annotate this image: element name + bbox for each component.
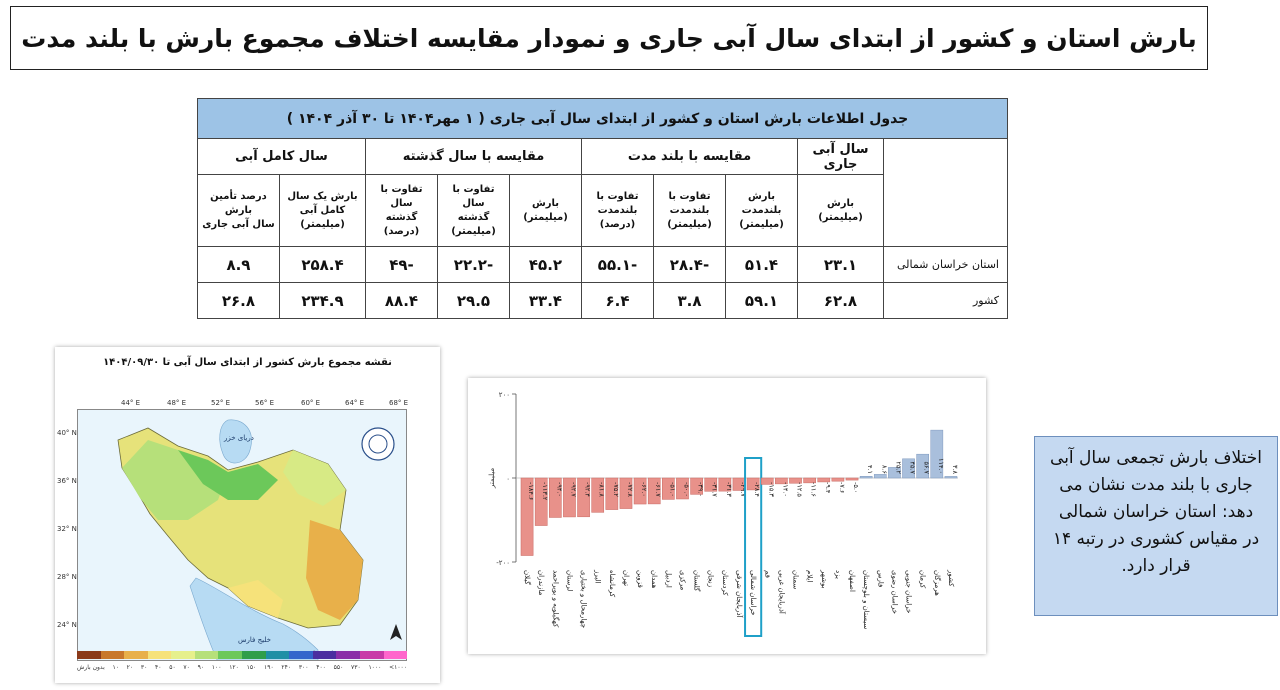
group-last-year: مقایسه با سال گذشته <box>366 139 582 175</box>
precipitation-map-panel <box>55 347 440 683</box>
legend-swatch <box>77 651 101 659</box>
bar-value-label: -۱۵.۳ <box>767 482 776 497</box>
bar-value-label: -۱۸۴.۶ <box>527 482 536 501</box>
bar-value-label: -۳۹.۰ <box>696 482 705 497</box>
legend-tick-label: ۳۰ <box>140 664 148 671</box>
lon-label: 44° E <box>121 399 141 407</box>
legend-swatch <box>242 651 266 659</box>
iran-map <box>78 410 407 661</box>
y-tick-label: ۰ <box>506 475 510 483</box>
x-category-label: فارس <box>876 570 885 588</box>
x-category-label: کرمانشاه <box>607 570 616 598</box>
x-category-label: کشور <box>946 570 955 587</box>
x-category-label: اصفهان <box>848 570 857 592</box>
cell-lt-diff-pct: ۶.۴ <box>582 283 654 319</box>
cell-fy-rain: ۲۳۴.۹ <box>280 283 366 319</box>
map-color-legend <box>77 651 407 659</box>
x-category-label: لرستان <box>565 570 574 592</box>
legend-tick-label: ۱۰۰۰ <box>368 664 382 671</box>
legend-tick-label: ۲۰ <box>126 664 134 671</box>
bar-value-label: ۵۶.۷ <box>922 461 931 474</box>
bar-value-label: -۲۹.۷ <box>739 482 747 497</box>
chart-bar <box>846 478 858 480</box>
chart-bar <box>945 476 957 478</box>
header-ly-diff-mm: تفاوت با سال گذشته (میلیمتر) <box>438 175 510 247</box>
bar-value-label: -۵.۰ <box>852 482 861 494</box>
cell-lt-diff-pct: -۵۵.۱ <box>582 247 654 283</box>
legend-tick-label: ۵۰ <box>169 664 176 671</box>
bar-value-label: -۷۵.۲ <box>611 482 620 497</box>
legend-swatch <box>360 651 384 659</box>
header-current-rain: بارش (میلیمتر) <box>798 175 884 247</box>
lon-label: 68° E <box>389 399 409 407</box>
legend-swatch <box>336 651 360 659</box>
legend-tick-label: ۵۵۰ <box>333 664 344 671</box>
lon-label: 48° E <box>167 399 187 407</box>
header-ly-rain: بارش (میلیمتر) <box>510 175 582 247</box>
x-category-label: همدان <box>650 570 659 589</box>
row-label: کشور <box>884 283 1008 319</box>
legend-tick-label: <۱۰۰۰ <box>389 664 407 671</box>
cell-current-rain: ۶۲.۸ <box>798 283 884 319</box>
caspian-label: دریای خزر <box>224 434 254 442</box>
lat-label: 36° N <box>57 477 77 485</box>
table-row <box>197 247 1007 283</box>
page-title: بارش استان و کشور از ابتدای سال آبی جاری و نمودار مقایسه اختلاف مجموع بارش با بلند مدت <box>21 23 1197 53</box>
legend-tick-label: ۱۲۰ <box>229 664 239 671</box>
cell-ly-diff-mm: ۲۹.۵ <box>438 283 510 319</box>
summary-text: اختلاف بارش تجمعی سال آبی جاری با بلند مدت نشان می دهد: استان خراسان شمالی در مقیاس کشوری در رتبه ۱۴ قرار دارد. <box>1050 448 1262 576</box>
x-category-label: آذربایجان شرقی <box>735 570 743 618</box>
bar-value-label: ۸.۶ <box>880 464 889 474</box>
cell-ly-diff-pct: ۸۸.۴ <box>366 283 438 319</box>
x-category-label: سمنان <box>791 570 800 590</box>
legend-swatch <box>266 651 290 659</box>
bar-value-label: -۲۸.۴ <box>753 482 762 497</box>
y-tick-label: ۲۰۰ <box>498 391 510 399</box>
y-axis-label: میلیمتر <box>488 467 496 489</box>
cell-lt-diff-mm: ۳.۸ <box>654 283 726 319</box>
legend-tick-label: بدون بارش <box>77 664 105 671</box>
x-category-label: خراسان رضوی <box>890 570 899 614</box>
x-category-label: بوشهر <box>819 570 828 589</box>
page-title-box <box>10 6 1208 70</box>
cell-lt-diff-mm: -۲۸.۴ <box>654 247 726 283</box>
header-fy-rain: بارش یک سال کامل آبی (میلیمتر) <box>280 175 366 247</box>
legend-swatch <box>148 651 172 659</box>
legend-swatch <box>218 651 242 659</box>
bar-value-label: -۳۱.۷ <box>710 482 719 497</box>
difference-bar-chart <box>468 378 986 654</box>
bar-value-label: -۱۴.۰ <box>781 482 790 497</box>
legend-swatch <box>313 651 337 659</box>
cell-ly-diff-mm: -۲۲.۲ <box>438 247 510 283</box>
gulf-label: خلیج فارس <box>238 636 271 644</box>
lon-label: 56° E <box>255 399 275 407</box>
bar-value-label: -۶۱.۷ <box>654 482 663 497</box>
x-category-label: اردبیل <box>664 570 673 588</box>
bar-value-label: -۳۱.۳ <box>724 482 733 497</box>
x-category-label: مرکزی <box>678 570 687 591</box>
bar-value-label: -۱۱.۶ <box>809 482 818 497</box>
cell-fy-pct: ۲۶.۸ <box>197 283 279 319</box>
header-lt-diff-mm: تفاوت با بلندمدت (میلیمتر) <box>654 175 726 247</box>
header-ly-diff-pct: تفاوت با سال گذشته (درصد) <box>366 175 438 247</box>
legend-swatch <box>384 651 408 659</box>
x-category-label: قم <box>763 570 772 579</box>
cell-fy-rain: ۲۵۸.۴ <box>280 247 366 283</box>
cell-fy-pct: ۸.۹ <box>197 247 279 283</box>
legend-tick-label: ۷۳۰ <box>351 664 361 671</box>
table-row <box>197 283 1007 319</box>
x-category-label: آذربایجان غربی <box>777 570 786 614</box>
cell-ly-rain: ۴۵.۲ <box>510 247 582 283</box>
group-long-term: مقایسه با بلند مدت <box>582 139 798 175</box>
cell-current-rain: ۲۳.۱ <box>798 247 884 283</box>
lat-label: 32° N <box>57 525 77 533</box>
map-image <box>77 409 407 661</box>
bar-value-label: -۱۲.۵ <box>795 482 804 497</box>
summary-callout <box>1034 436 1278 616</box>
bar-value-label: -۵۰.۰ <box>682 482 691 497</box>
cell-ly-rain: ۳۳.۴ <box>510 283 582 319</box>
cell-lt-rain: ۵۱.۴ <box>726 247 798 283</box>
header-lt-rain: بارش بلندمدت (میلیمتر) <box>726 175 798 247</box>
chart-bar <box>860 476 872 478</box>
x-category-label: زنجان <box>706 570 715 588</box>
bar-value-label: ۲۵.۲ <box>894 461 903 474</box>
header-lt-diff-pct: تفاوت با بلندمدت (درصد) <box>582 175 654 247</box>
x-category-label: کردستان <box>720 570 729 596</box>
lat-label: 28° N <box>57 573 77 581</box>
legend-swatch <box>289 651 313 659</box>
x-category-label: یزد <box>833 570 842 579</box>
legend-tick-label: ۱۰ <box>112 664 119 671</box>
cell-ly-diff-pct: -۴۹ <box>366 247 438 283</box>
row-label: استان خراسان شمالی <box>884 247 1008 283</box>
legend-tick-label: ۱۵۰ <box>246 664 257 671</box>
bar-value-label: ۱۱۴.۰ <box>936 457 945 474</box>
cell-lt-rain: ۵۹.۱ <box>726 283 798 319</box>
group-full-year: سال کامل آبی <box>197 139 365 175</box>
bar-value-label: -۹۴.۰ <box>555 482 564 497</box>
bar-value-label: -۹۲.۷ <box>569 482 578 497</box>
lon-label: 52° E <box>211 399 231 407</box>
x-category-label: گیلان <box>523 570 532 585</box>
bar-value-label: -۸۱.۸ <box>597 482 606 497</box>
legend-swatch <box>101 651 125 659</box>
x-category-label: قزوین <box>636 570 645 588</box>
legend-swatch <box>171 651 195 659</box>
bar-value-label: -۱۱۳.۲ <box>541 482 550 501</box>
bar-value-label: ۳.۸ <box>950 464 959 474</box>
legend-tick-label: ۴۰ <box>155 664 162 671</box>
bar-value-label: -۷۲.۸ <box>625 482 634 497</box>
legend-swatch <box>124 651 148 659</box>
x-category-label: کرمان <box>918 570 927 589</box>
organization-logo <box>362 428 394 460</box>
legend-swatch <box>195 651 219 659</box>
x-category-label: البرز <box>593 570 602 584</box>
bar-value-label: -۷.۶ <box>837 482 846 494</box>
chart-bar <box>832 478 844 481</box>
y-tick-label: -۲۰۰ <box>496 559 510 567</box>
legend-tick-label: ۹۰ <box>197 664 205 671</box>
map-title: نقشه مجموع بارش کشور از ابتدای سال آبی تا ۱۴۰۴/۰۹/۳۰ <box>103 357 392 368</box>
lon-label: 60° E <box>301 399 321 407</box>
lon-label: 64° E <box>345 399 365 407</box>
legend-tick-label: ۲۴۰ <box>281 664 292 671</box>
precipitation-table <box>202 98 1008 319</box>
x-category-label: خراسان شمالی <box>749 570 758 616</box>
legend-tick-label: ۴۰۰ <box>316 664 326 671</box>
table-caption: جدول اطلاعات بارش استان و کشور از ابتدای سال آبی جاری ( ۱ مهر۱۴۰۴ تا ۳۰ آذر ۱۴۰۴ ) <box>197 99 1007 139</box>
lat-label: 40° N <box>57 429 77 437</box>
x-category-label: سیستان و بلوچستان <box>862 570 871 630</box>
map-legend-ticks <box>77 664 407 671</box>
x-category-label: خراسان جنوبی <box>904 570 913 614</box>
bar-value-label: ۴.۱ <box>866 464 875 474</box>
bar-value-label: ۴۵.۷ <box>908 461 917 474</box>
lat-label: 24° N <box>57 621 77 629</box>
table-corner <box>884 139 1008 247</box>
difference-chart-panel <box>468 378 986 654</box>
bar-value-label: -۵۱.۰ <box>668 482 677 497</box>
legend-tick-label: ۱۰۰ <box>211 664 222 671</box>
x-category-label: کهگیلویه و بویراحمد <box>551 570 560 628</box>
bar-value-label: -۹۲.۴ <box>583 482 592 497</box>
x-category-label: گلستان <box>692 570 701 592</box>
x-category-label: چهارمحال و بختیاری <box>579 570 588 629</box>
bar-value-label: -۶۲.۰ <box>640 482 649 497</box>
legend-tick-label: ۷۰ <box>183 664 190 671</box>
legend-tick-label: ۳۰۰ <box>298 664 309 671</box>
x-category-label: هرمزگان <box>932 570 941 596</box>
bar-value-label: -۹.۴ <box>823 482 832 494</box>
legend-tick-label: ۱۹۰ <box>264 664 274 671</box>
header-fy-pct: درصد تأمین بارش سال آبی جاری <box>197 175 279 247</box>
chart-bar <box>874 474 886 478</box>
x-category-label: ایلام <box>805 570 814 583</box>
x-category-label: مازندران <box>537 570 546 596</box>
group-current-year: سال آبی جاری <box>798 139 884 175</box>
x-category-label: تهران <box>621 570 630 587</box>
